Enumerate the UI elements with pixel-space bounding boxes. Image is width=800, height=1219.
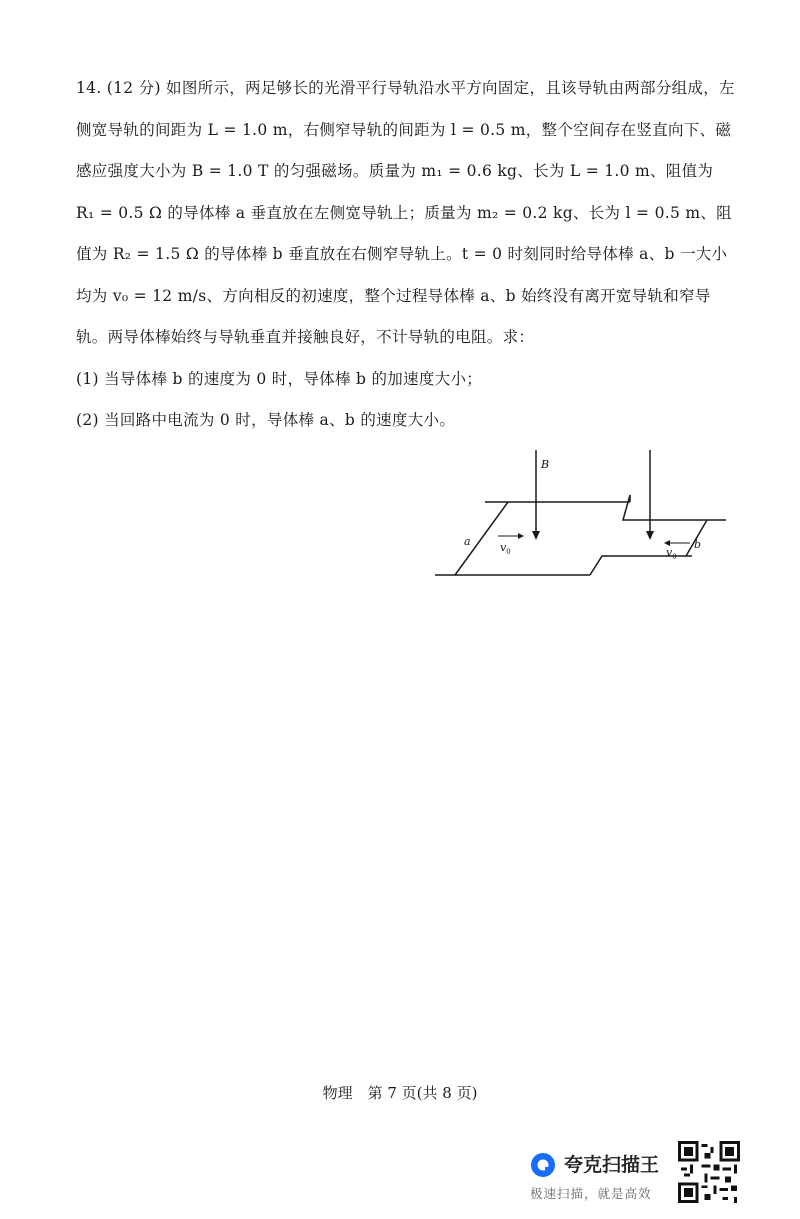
- rail-step-bottom: [590, 556, 692, 575]
- field-label: B: [541, 458, 550, 471]
- qr-code-icon: [678, 1141, 740, 1203]
- question-1: (1) 当导体棒 b 的速度为 0 时，导体棒 b 的加速度大小；: [76, 369, 483, 388]
- scanner-logo-icon: [530, 1152, 556, 1178]
- velocity-label-b: $v_0$: [666, 546, 677, 561]
- scanner-watermark: [530, 1146, 680, 1206]
- scanner-tagline: 极速扫描，就是高效: [530, 1186, 652, 1201]
- rod-b-label: b: [694, 538, 702, 551]
- velocity-arrowhead-a: [518, 533, 524, 539]
- page-footer: 物理 第 7 页(共 8 页): [322, 1084, 478, 1102]
- velocity-label-a: $v_0$: [500, 541, 511, 556]
- scanner-brand-name: 夸克扫描王: [564, 1154, 660, 1176]
- rod-a: [455, 502, 508, 575]
- field-arrowhead-1: [532, 531, 540, 540]
- question-2: (2) 当回路中电流为 0 时，导体棒 a、b 的速度大小。: [76, 411, 456, 429]
- rail-diagram: [430, 445, 740, 585]
- rail-step-top: [623, 495, 726, 520]
- rod-a-label: a: [464, 535, 471, 548]
- problem-stem: 14. (12 分) 如图所示，两足够长的光滑平行导轨沿水平方向固定，且该导轨由两部分组成，左侧宽导轨的间距为 L = 1.0 m，右侧窄导轨的间距为 l = 0.5 m，整个空间存在竖直向下、磁感应强度大小为 B = 1.0 T 的匀强磁场。质量为 m₁ = 0.6 kg、长为 L = 1.0 m、阻值为 R₁ = 0.5 Ω 的导体棒 a 垂直放在左侧宽导轨上；质量为 m₂ = 0.2 kg、长为 l = 0.5 m、阻值为 R₂ = 1.5 Ω 的导体棒 b 垂直放在右侧窄导轨上。t = 0 时刻同时给导体棒 a、b 一大小均为 v₀ = 12 m/s、方向相反的初速度，整个过程导体棒 a、b 始终没有离开宽导轨和窄导轨。两导体棒始终与导轨垂直并接触良好，不计导轨的电阻。求：: [76, 79, 735, 346]
- problem-14: [76, 68, 736, 442]
- field-arrowhead-2: [646, 531, 654, 540]
